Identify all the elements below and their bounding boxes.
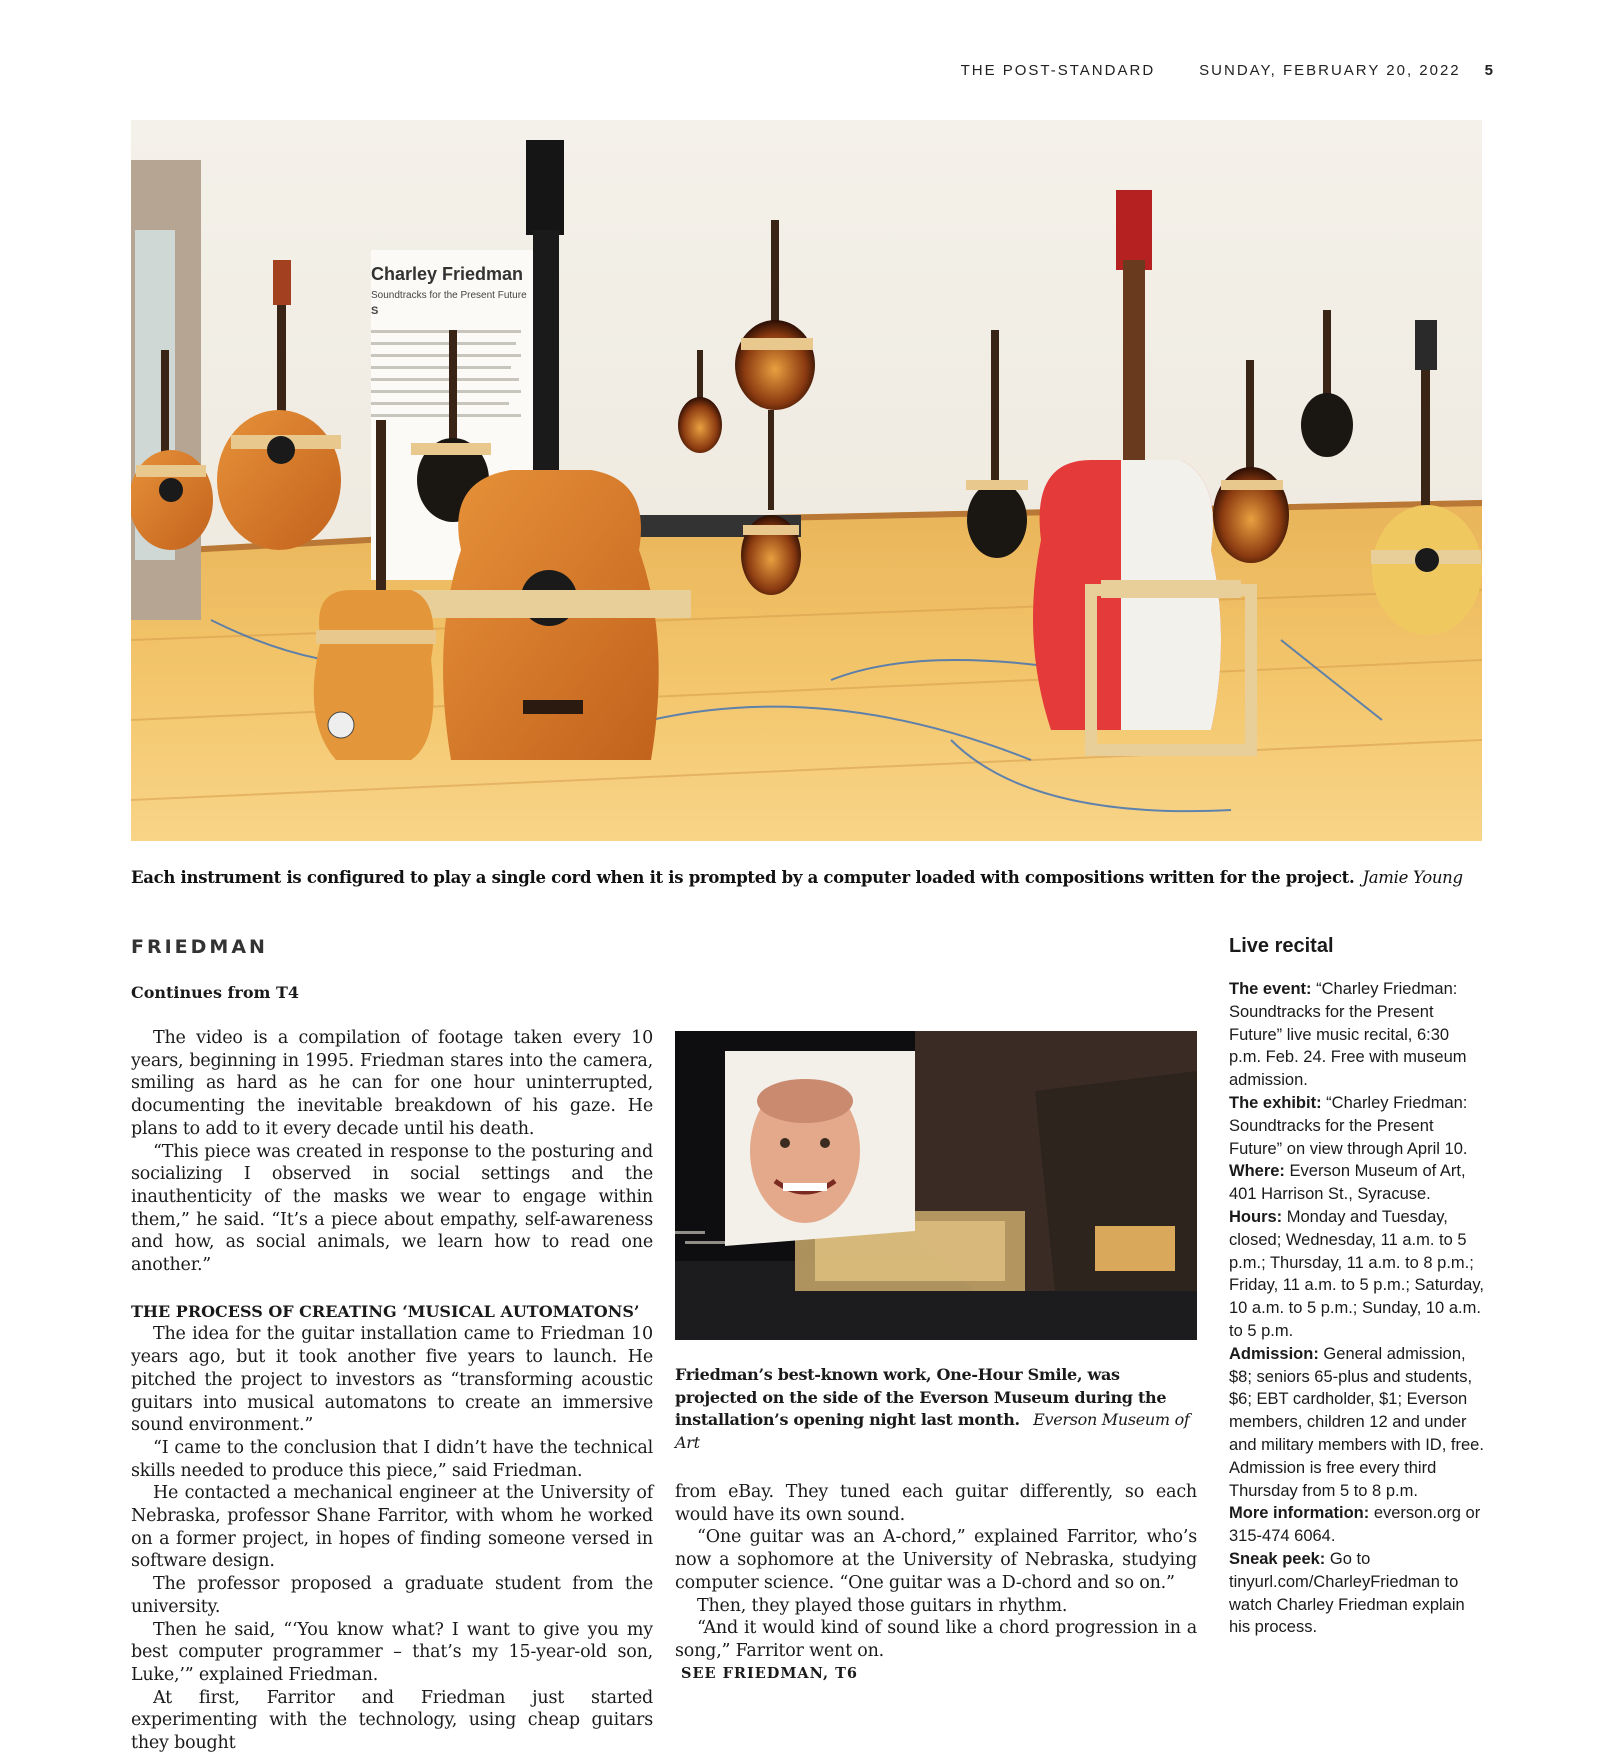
- sidebar-item-event: The event: “Charley Friedman: Soundtracks for the Present Future” live music recital, 6:30 p.m. Feb. 24. Free with museum admission.: [1229, 980, 1467, 1090]
- paragraph: Then, they played those guitars in rhythm.: [697, 1595, 1068, 1616]
- paragraph: “This piece was created in response to the posturing and socializing I observed in social settings and the inauthenticity of the masks we wear to engage within them,” he said. “It’s a piece about empathy, self-awareness and how, as social animals, we learn how to read one another.”: [131, 1141, 653, 1276]
- masthead: [961, 62, 1493, 79]
- subhead: THE PROCESS OF CREATING ‘MUSICAL AUTOMATONS’: [131, 1301, 640, 1321]
- sign-subtitle: Soundtracks for the Present Future: [371, 290, 527, 301]
- section-tag: FRIEDMAN: [131, 936, 268, 958]
- caption-text: Friedman’s best-known work, One-Hour Smile, was projected on the side of the Everson Museum during the installation’s opening night last month.: [675, 1365, 1167, 1430]
- article-column-2: [675, 1481, 1197, 1685]
- article-column-1: [131, 1027, 653, 1755]
- paragraph: He contacted a mechanical engineer at the University of Nebraska, professor Shane Farritor, with whom he worked on a former project, in hopes of finding someone versed in software design.: [131, 1483, 653, 1572]
- photo-one-hour-smile-projection: [675, 1031, 1197, 1340]
- continues-from: Continues from T4: [131, 983, 300, 1002]
- page-number: 5: [1484, 62, 1493, 79]
- main-photo-guitar-installation: [131, 120, 1482, 841]
- paragraph: The professor proposed a graduate student from the university.: [131, 1574, 653, 1617]
- sidebar-item-hours: Hours: Monday and Tuesday, closed; Wednesday, 11 a.m. to 5 p.m.; Thursday, 11 a.m. to 8 p.m.; Friday, 11 a.m. to 5 p.m.; Saturday, 10 a.m. to 5 p.m.; Sunday, 10 a.m. to 5 p.m.: [1229, 1207, 1484, 1340]
- caption-text: Each instrument is configured to play a single cord when it is prompted by a computer loaded with compositions written for the project.: [131, 868, 1355, 887]
- main-photo-caption: [131, 868, 1482, 887]
- paper-name: THE POST-STANDARD: [960, 62, 1156, 79]
- paragraph: The video is a compilation of footage taken every 10 years, beginning in 1995. Friedman stares into the camera, smiling as hard as he can for one hour uninterrupted, documenting the inevitable breakdown of his gaze. He plans to add to it every decade until his death.: [131, 1028, 653, 1139]
- sign-extra: S: [371, 305, 379, 317]
- paragraph: “And it would kind of sound like a chord progression in a song,” Farritor went on.: [675, 1618, 1197, 1661]
- sidebar-item-more-info: More information: everson.org or 315-474 6064.: [1229, 1504, 1481, 1546]
- sidebar-live-recital: [1229, 935, 1485, 1639]
- sidebar-item-sneak-peek: Sneak peek: Go to tinyurl.com/CharleyFriedman to watch Charley Friedman explain his process.: [1229, 1549, 1465, 1637]
- photo2-caption: [675, 1364, 1197, 1455]
- sidebar-item-admission: Admission: General admission, $8; seniors 65-plus and students, $6; EBT cardholder, $1; Everson members, children 12 and under and military members with ID, free. Admission is free every third Thursday from 5 to 8 p.m.: [1229, 1344, 1484, 1500]
- sidebar-title: Live recital: [1229, 935, 1334, 957]
- paragraph: “One guitar was an A-chord,” explained Farritor, who’s now a sophomore at the University of Nebraska, studying computer science. “One guitar was a D-chord and so on.”: [675, 1527, 1197, 1593]
- photo-credit: Jamie Young: [1362, 868, 1463, 887]
- sign-title: Charley Friedman: [371, 264, 524, 284]
- jump-line: SEE FRIEDMAN, T6: [681, 1664, 858, 1682]
- paragraph: “I came to the conclusion that I didn’t have the technical skills needed to produce this piece,” said Friedman.: [131, 1437, 653, 1481]
- paragraph: The idea for the guitar installation came to Friedman 10 years ago, but it took another five years to launch. He pitched the project to investors as “transforming acoustic guitars into musical automatons to create an immersive sound environment.”: [131, 1324, 653, 1436]
- paragraph: Then he said, “‘You know what? I want to give you my best computer programmer – that’s my 15-year-old son, Luke,’” explained Friedman.: [131, 1619, 653, 1685]
- photo-credit: Everson Museum of Art: [675, 1410, 1190, 1453]
- paragraph: At first, Farritor and Friedman just started experimenting with the technology, using cheap guitars they bought: [131, 1687, 653, 1754]
- sidebar-item-where: Where: Everson Museum of Art, 401 Harrison St., Syracuse.: [1229, 1162, 1466, 1204]
- issue-date: SUNDAY, FEBRUARY 20, 2022: [1199, 62, 1461, 79]
- sidebar-item-exhibit: The exhibit: “Charley Friedman: Soundtracks for the Present Future” on view through April 10.: [1229, 1093, 1468, 1158]
- paragraph: from eBay. They tuned each guitar differently, so each would have its own sound.: [675, 1482, 1197, 1525]
